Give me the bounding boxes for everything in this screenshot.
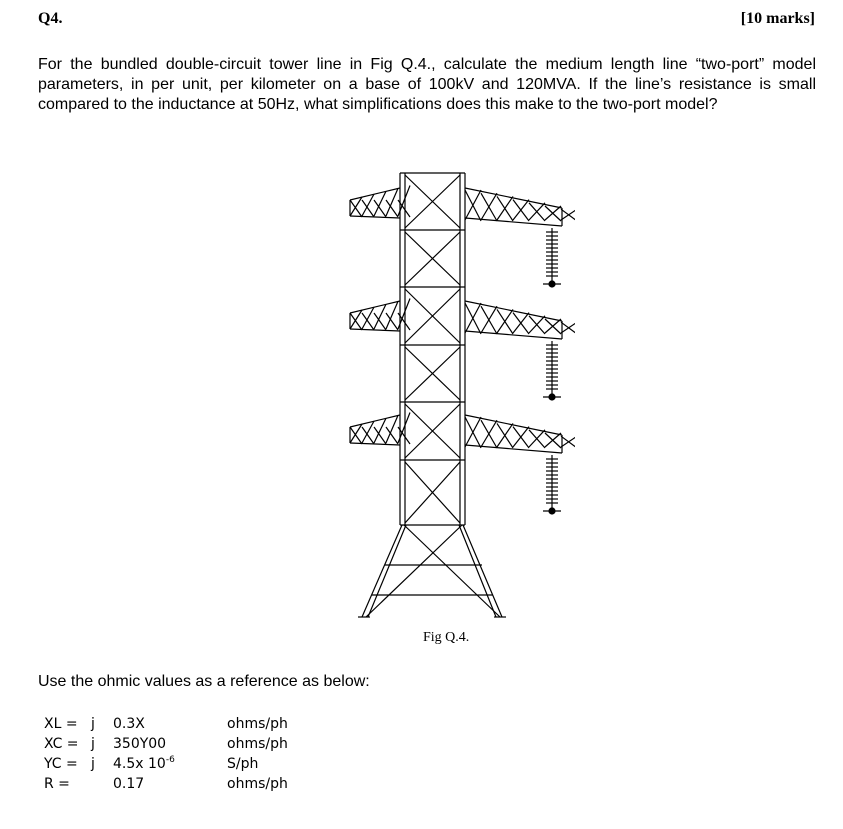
value-j: j [91,736,95,752]
value-unit: ohms/ph [227,736,288,752]
value-unit: ohms/ph [227,776,288,792]
left-crossarm [350,188,400,200]
value-number: 350Y00 [113,736,167,752]
right-crossarm [465,415,562,435]
right-crossarm [465,301,562,321]
left-crossarm-brace [362,200,374,217]
left-crossarm-brace [362,427,374,444]
left-crossarm [350,301,400,313]
value-number: 0.17 [113,776,145,792]
left-crossarm-brace [350,200,362,217]
tower-figure [330,165,575,625]
value-label: YC = [44,756,78,772]
left-crossarm [350,216,400,218]
value-label: XL = [44,716,78,732]
left-crossarm-brace [374,191,386,216]
question-number: Q4. [38,10,63,27]
left-crossarm-brace [350,427,362,444]
figure-caption: Fig Q.4. [423,630,470,645]
value-unit: S/ph [227,756,259,772]
left-crossarm [350,329,400,331]
value-j: j [91,756,95,772]
marks-label: [10 marks] [740,10,815,27]
value-label: R = [44,776,70,792]
left-crossarm-brace [362,313,374,330]
left-crossarm-brace [362,307,374,329]
value-mantissa: 4.5x 10 [113,756,166,772]
value-exponent: -6 [165,755,175,765]
left-crossarm [350,415,400,427]
value-j: j [91,716,95,732]
right-crossarm [465,188,562,208]
left-crossarm-brace [350,313,362,330]
left-crossarm-brace [374,304,386,329]
value-number [113,756,175,772]
value-label: XC = [44,736,79,752]
value-unit: ohms/ph [227,716,288,732]
left-crossarm-brace [362,421,374,443]
left-crossarm [350,443,400,445]
question-text: For the bundled double-circuit tower line in Fig Q.4., calculate the medium length line “two-port” model parameters, in per unit, per kilometer on a base of 100kV and 120MVA. If the line’s resistance is small compared to the inductance at 50Hz, what simplifications does this make to the two-port model? [38,56,816,113]
left-crossarm-brace [374,418,386,443]
value-number: 0.3X [113,716,145,732]
left-crossarm-brace [362,194,374,216]
instruction-text: Use the ohmic values as a reference as below: [38,673,370,690]
